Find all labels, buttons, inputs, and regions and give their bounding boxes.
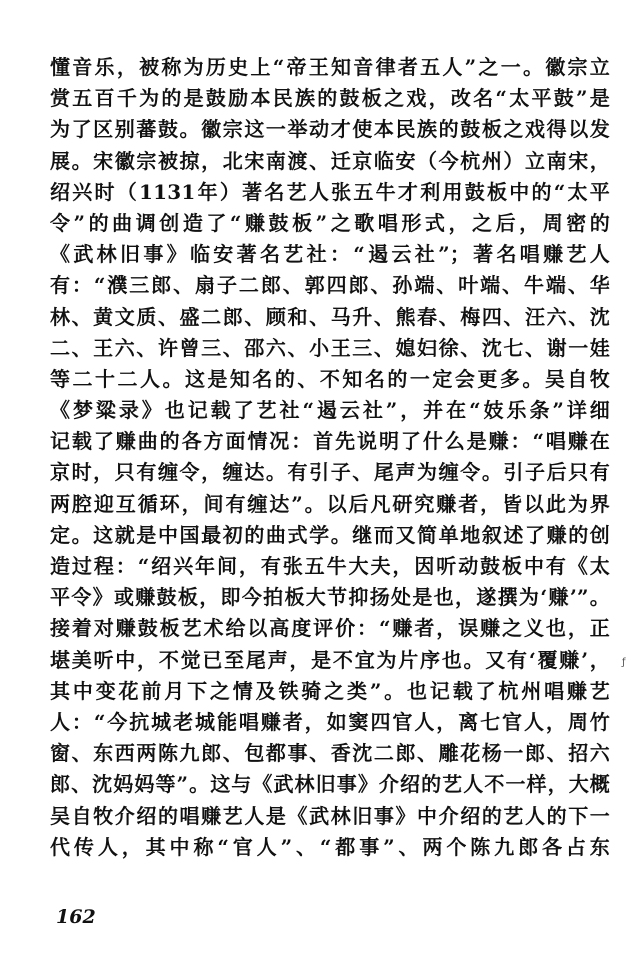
text-line-23: 窗、东西两陈九郎、包都事、香沈二郎、雕花杨一郎、招六 — [50, 741, 610, 766]
text-line-25: 吴自牧介绍的唱赚艺人是《武林旧事》中介绍的艺人的下一 — [50, 803, 610, 828]
text-line-6: 令”的曲调创造了“赚鼓板”之歌唱形式，之后，周密的 — [50, 210, 610, 235]
body-text — [50, 52, 610, 863]
text-line-17: 造过程：“绍兴年间，有张五牛大夫，因听动鼓板中有《太 — [50, 554, 610, 578]
text-line-12: 《梦粱录》也记载了艺社“遏云社”，并在“妓乐条”详细 — [50, 398, 610, 423]
text-line-5: 绍兴时（1131年）著名艺人张五牛才利用鼓板中的“太平 — [50, 179, 610, 204]
text-line-15: 两腔迎互循环，间有缠达”。以后凡研究赚者，皆以此为界 — [50, 491, 610, 516]
text-line-14: 京时，只有缠令，缠达。有引子、尾声为缠令。引子后只有 — [50, 460, 610, 485]
text-line-16: 定。这就是中国最初的曲式学。继而又简单地叙述了赚的创 — [50, 522, 610, 547]
text-line-11: 等二十二人。这是知名的、不知名的一定会更多。吴自牧 — [50, 366, 610, 391]
text-line-8: 有：“濮三郎、扇子二郎、郭四郎、孙端、叶端、牛端、华 — [50, 273, 610, 298]
margin-mark: ƒ — [622, 657, 626, 668]
text-line-26: 代传人，其中称“官人”、“都事”、两个陈九郎各占东 — [50, 834, 610, 859]
text-line-10: 二、王六、许曾三、邵六、小王三、媳妇徐、沈七、谢一娃 — [50, 335, 610, 360]
text-line-22: 人：“今抗城老城能唱赚者，如窦四官人，离七官人，周竹 — [50, 709, 610, 734]
text-line-1: 懂音乐，被称为历史上“帝王知音律者五人”之一。徽宗立 — [50, 55, 610, 79]
text-line-13: 记载了赚曲的各方面情况：首先说明了什么是赚：“唱赚在 — [50, 429, 610, 454]
text-line-3: 为了区别蕃鼓。徽宗这一举动才使本民族的鼓板之戏得以发 — [50, 117, 610, 142]
text-line-24: 郎、沈妈妈等”。这与《武林旧事》介绍的艺人不一样，大概 — [50, 772, 610, 797]
text-line-7: 《武林旧事》临安著名艺社：“遏云社”；著名唱赚艺人 — [50, 242, 610, 267]
text-line-19: 接着对赚鼓板艺术给以高度评价：“赚者，误赚之义也，正 — [50, 616, 610, 641]
text-line-9: 林、黄文质、盛二郎、顾和、马升、熊春、梅四、汪六、沈 — [50, 304, 610, 329]
text-line-18: 平令》或赚鼓板，即今拍板大节抑扬处是也，遂撰为‘赚’”。 — [50, 585, 610, 610]
text-line-20: 堪美听中，不觉已至尾声，是不宜为片序也。又有‘覆赚’， — [50, 647, 610, 672]
text-line-4: 展。宋徽宗被掠，北宋南渡、迁京临安（今杭州）立南宋， — [50, 148, 610, 173]
text-line-21: 其中变花前月下之情及铁骑之类”。也记载了杭州唱赚艺 — [50, 678, 610, 703]
text-line-2: 赏五百千为的是鼓励本民族的鼓板之戏，改名“太平鼓”是 — [50, 86, 610, 111]
page-number: 162 — [56, 906, 96, 928]
